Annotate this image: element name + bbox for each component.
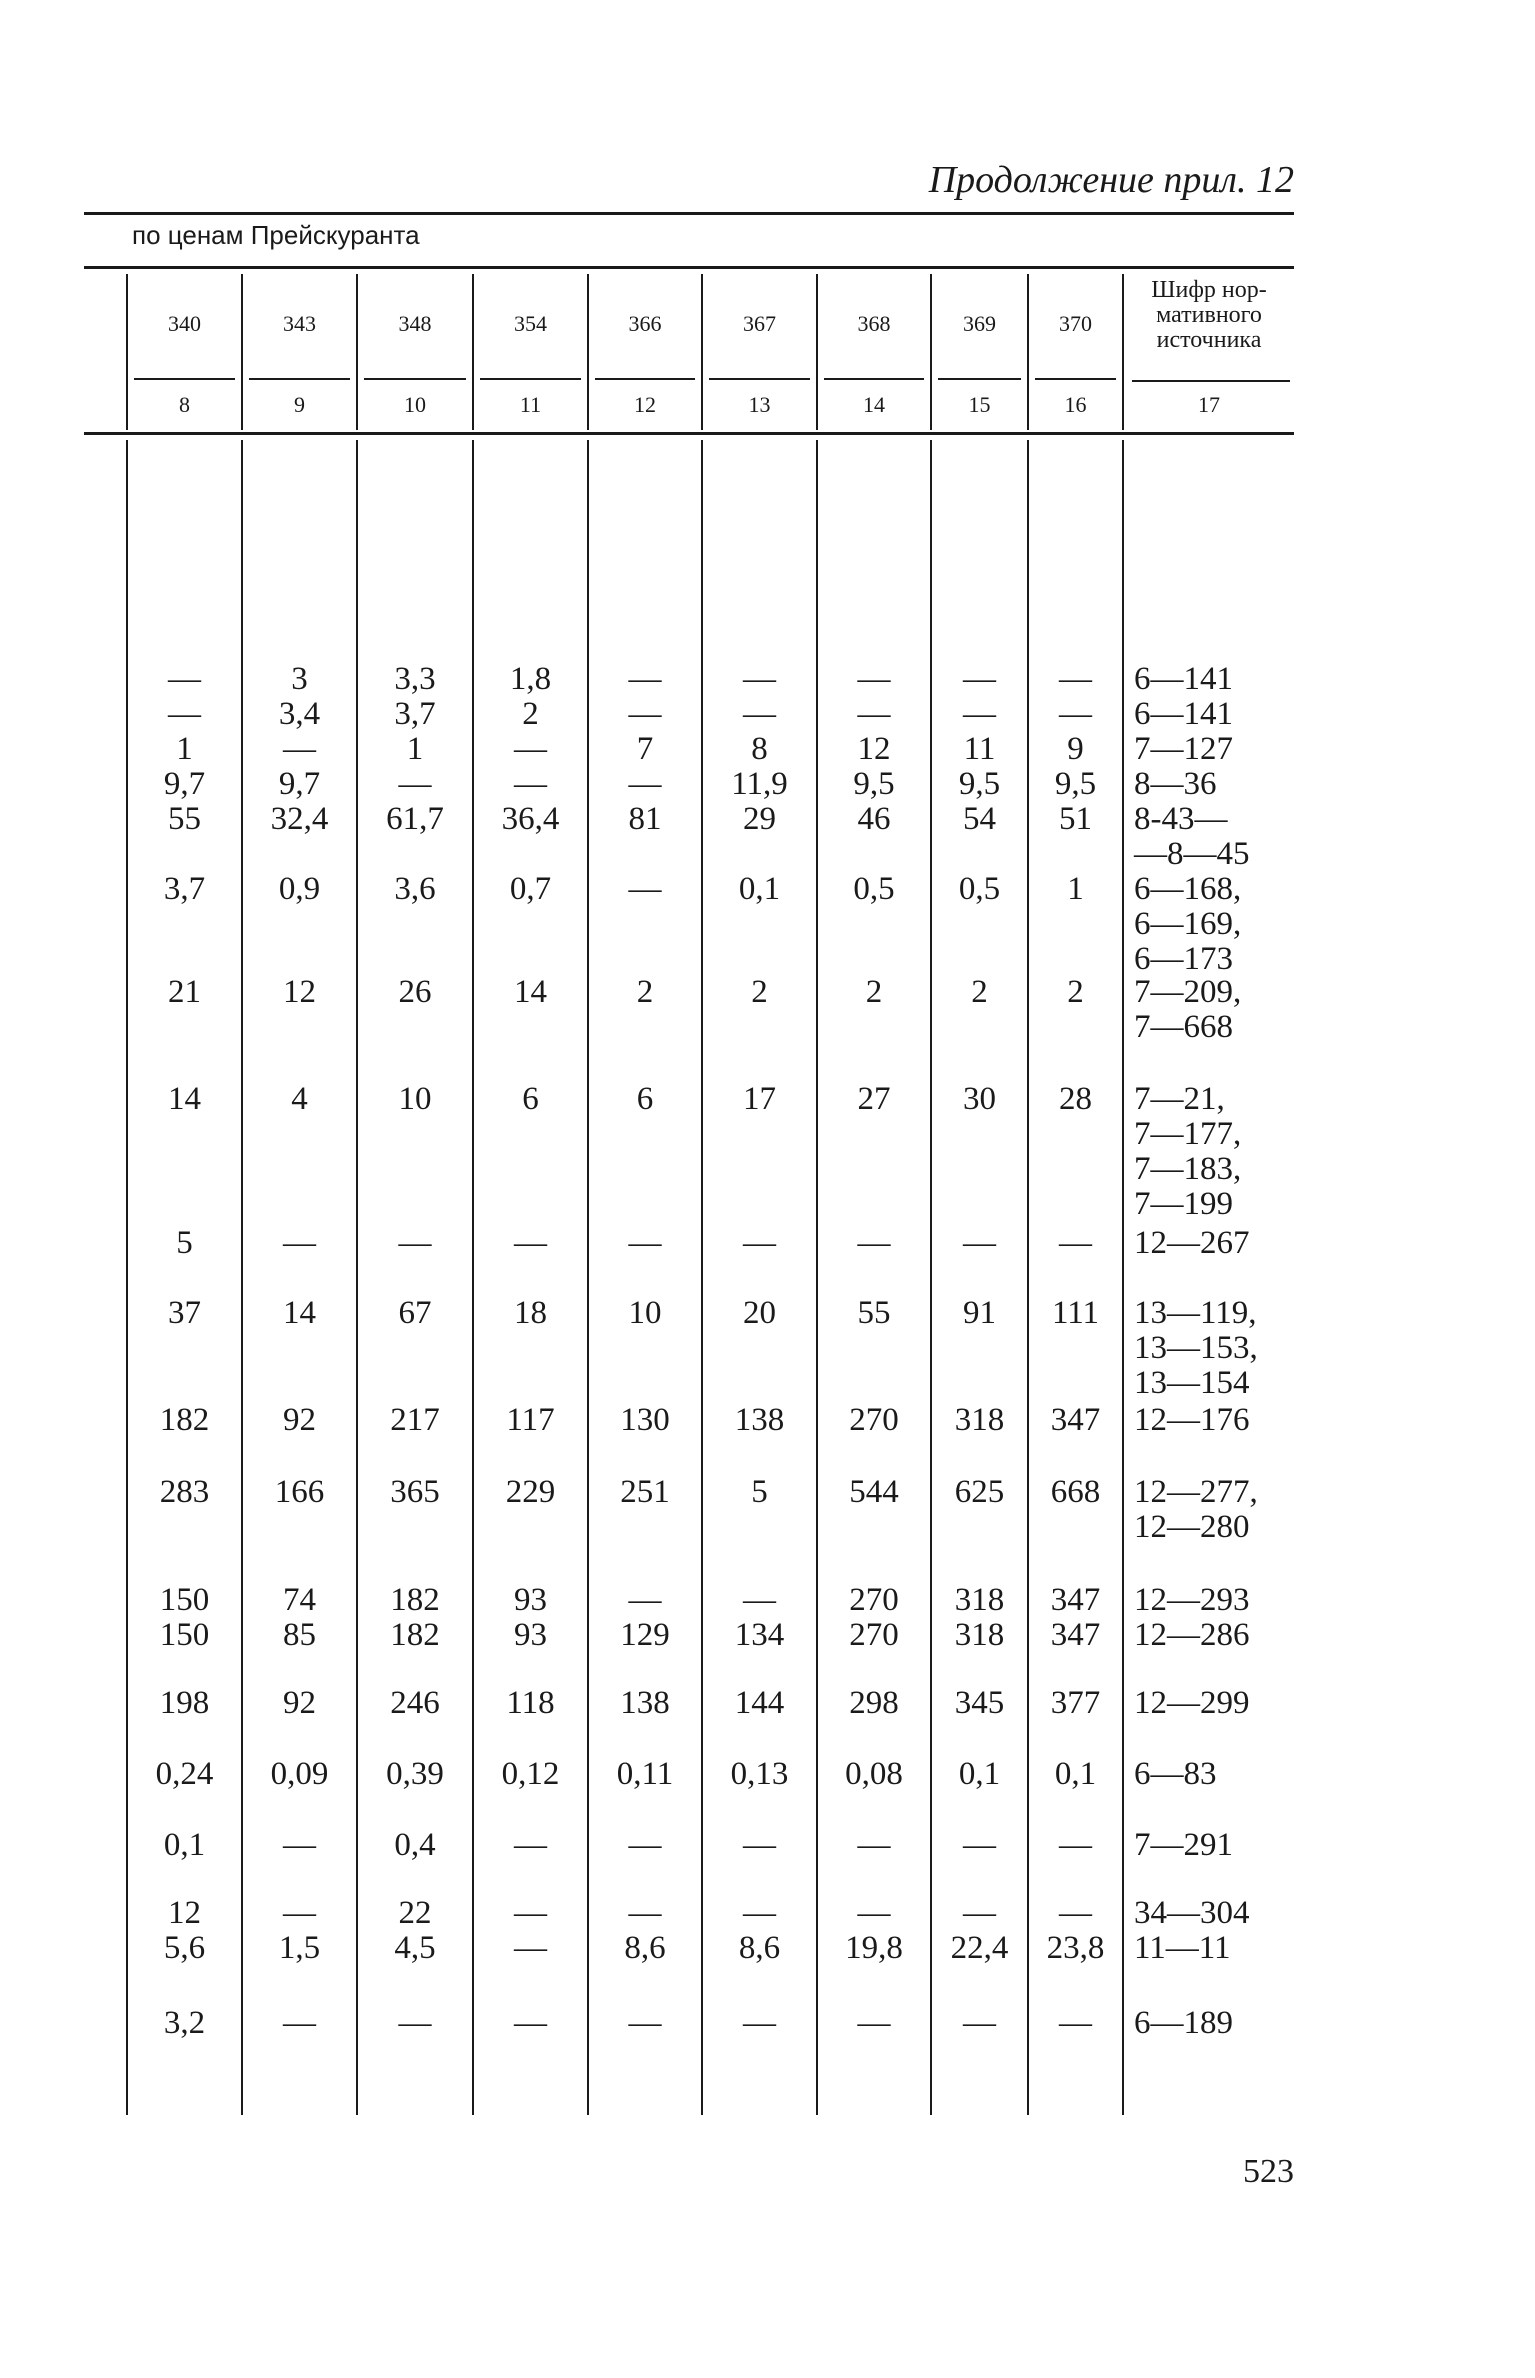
page-number: 523 [1243, 2153, 1294, 2190]
table-cell: — [514, 1225, 547, 1261]
table-cell: 0,1 [958, 1756, 1001, 1792]
table-cell: — [514, 1827, 547, 1863]
table-cell: 0,24 [155, 1756, 214, 1792]
source-code: 7—21, 7—177, 7—183, 7—199 [1134, 1081, 1242, 1222]
column-price-code: 369 [963, 311, 996, 336]
table-cell: 2 [636, 974, 654, 1010]
table-cell: 3,3 3,7 1 — 61,7 [386, 661, 444, 837]
source-header: Шифр нор- мативного источника [1151, 277, 1267, 353]
table-cell: — — 9 9,5 51 [1054, 661, 1097, 837]
table-cell: — [398, 2005, 432, 2041]
table-cell: 55 [857, 1295, 891, 1331]
column-rule [356, 274, 358, 430]
table-cell: 12 5,6 [163, 1895, 206, 1966]
table-cell: 2 [971, 974, 988, 1010]
table-cell: 92 [283, 1685, 316, 1721]
source-code: 6—189 [1134, 2005, 1233, 2041]
table-cell: 1 [1067, 871, 1084, 907]
column-rule [1122, 274, 1124, 430]
table-cell: 27 [857, 1081, 891, 1117]
source-code: 7—291 [1134, 1827, 1233, 1863]
table-cell: 377 [1050, 1685, 1101, 1721]
table-cell: 0,4 [394, 1827, 436, 1863]
table-cell: 118 [506, 1685, 555, 1721]
table-cell: 283 [159, 1474, 210, 1510]
table-cell: — [857, 1827, 891, 1863]
table-cell: 37 [168, 1295, 201, 1331]
table-cell: 17 [743, 1081, 776, 1117]
table-cell: 625 [954, 1474, 1005, 1510]
header-subrule [595, 378, 695, 380]
table-cell: 92 [283, 1402, 316, 1438]
source-code: 12—267 [1134, 1225, 1250, 1261]
table-cell: 318 318 [954, 1582, 1005, 1653]
table-cell: 74 85 [283, 1582, 316, 1653]
table-cell: 111 [1051, 1295, 1100, 1331]
table-cell: 18 [514, 1295, 547, 1331]
table-cell: — 8,6 [624, 1895, 666, 1966]
column-rule [701, 440, 703, 2115]
column-rule [356, 440, 358, 2115]
column-number: 9 [294, 392, 305, 417]
table-cell: 270 270 [849, 1582, 899, 1653]
table-cell: — — 8 11,9 29 [731, 661, 788, 837]
column-rule [587, 274, 589, 430]
table-cell: 138 [620, 1685, 670, 1721]
table-cell: 26 [398, 974, 432, 1010]
table-cell: — [963, 1827, 996, 1863]
column-rule [241, 274, 243, 430]
table-cell: 182 [159, 1402, 210, 1438]
table-cell: 668 [1050, 1474, 1101, 1510]
table-cell: 229 [505, 1474, 556, 1510]
table-cell: 0,1 [163, 1827, 206, 1863]
table-cell: 0,11 [616, 1756, 674, 1792]
table-cell: 10 [398, 1081, 432, 1117]
table-cell: 4 [291, 1081, 308, 1117]
column-rule [816, 440, 818, 2115]
table-cell: 138 [734, 1402, 785, 1438]
table-cell: 14 [168, 1081, 201, 1117]
column-rule [1027, 440, 1029, 2115]
table-cell: — [743, 2005, 776, 2041]
table-cell: — 22,4 [950, 1895, 1009, 1966]
table-cell: — [283, 1225, 316, 1261]
table-cell: — [1059, 1225, 1092, 1261]
table-cell: 150 150 [159, 1582, 210, 1653]
table-cell: 0,5 [853, 871, 895, 907]
table-cell: — — 7 — 81 [628, 661, 662, 837]
table-cell: — [963, 1225, 996, 1261]
table-cell: 270 [849, 1402, 899, 1438]
table-cell: 2 [865, 974, 883, 1010]
table-cell: — [398, 1225, 432, 1261]
header-subrule [938, 378, 1021, 380]
table-cell: 0,13 [730, 1756, 789, 1792]
column-price-code: 368 [857, 311, 891, 336]
table-cell: 318 [954, 1402, 1005, 1438]
source-column-number: 17 [1198, 392, 1220, 417]
column-price-code: 348 [398, 311, 432, 336]
column-number: 14 [863, 392, 885, 417]
source-code: 34—304 11—11 [1134, 1895, 1250, 1966]
column-price-code: 354 [514, 311, 547, 336]
column-rule [701, 274, 703, 430]
column-rule [1122, 440, 1124, 2115]
table-cell: 298 [849, 1685, 899, 1721]
table-cell: 0,9 [278, 871, 321, 907]
header-subrule [480, 378, 581, 380]
column-rule [1027, 274, 1029, 430]
source-code: 6—168, 6—169, 6—173 [1134, 871, 1242, 977]
table-cell: — [514, 2005, 547, 2041]
top-rule [84, 212, 1294, 215]
table-cell: 5 [176, 1225, 193, 1261]
column-rule [930, 440, 932, 2115]
column-rule [126, 440, 128, 2115]
table-cell: 3,6 [394, 871, 436, 907]
table-cell: — — 12 9,5 46 [853, 661, 895, 837]
table-cell: — [628, 1225, 662, 1261]
source-code: 12—277, 12—280 [1134, 1474, 1258, 1545]
table-cell: 144 [734, 1685, 785, 1721]
column-rule [587, 440, 589, 2115]
table-cell: 246 [390, 1685, 440, 1721]
source-code: 7—209, 7—668 [1134, 974, 1242, 1045]
table-cell: 20 [743, 1295, 776, 1331]
source-code: 6—141 6—141 7—127 8—36 8-43— —8—45 [1134, 661, 1250, 872]
column-rule [126, 274, 128, 430]
header-subrule [709, 378, 810, 380]
table-cell: 117 [506, 1402, 555, 1438]
table-cell: — 134 [734, 1582, 785, 1653]
header-subrule [134, 378, 235, 380]
header-subrule [824, 378, 924, 380]
table-cell: 0,1 [738, 871, 781, 907]
table-cell: 0,08 [845, 1756, 903, 1792]
table-cell: 1,8 2 — — 36,4 [501, 661, 560, 837]
table-cell: — 19,8 [845, 1895, 903, 1966]
column-rule [816, 274, 818, 430]
source-code: 6—83 [1134, 1756, 1217, 1792]
table-cell: 0,1 [1054, 1756, 1097, 1792]
column-price-code: 370 [1059, 311, 1092, 336]
table-cell: — [628, 2005, 662, 2041]
column-number: 11 [519, 392, 542, 417]
table-cell: — [283, 1827, 316, 1863]
table-cell: 166 [274, 1474, 325, 1510]
table-cell: — [283, 2005, 316, 2041]
column-number: 10 [404, 392, 426, 417]
table-cell: 0,09 [270, 1756, 329, 1792]
table-cell: — [743, 1225, 776, 1261]
table-cell: — — 1 9,7 55 [163, 661, 206, 837]
table-cell: 14 [283, 1295, 316, 1331]
table-cell: — [857, 1225, 891, 1261]
table-cell: — [628, 1827, 662, 1863]
table-cell: 217 [390, 1402, 440, 1438]
table-cell: 10 [628, 1295, 662, 1331]
column-rule [472, 440, 474, 2115]
table-cell: 3,7 [163, 871, 206, 907]
table-cell: 198 [159, 1685, 210, 1721]
table-cell: 14 [514, 974, 547, 1010]
table-cell: — — [514, 1895, 547, 1966]
table-cell: 345 [954, 1685, 1005, 1721]
table-cell: — 23,8 [1046, 1895, 1105, 1966]
header-subrule [1035, 378, 1116, 380]
table-cell: 3 3,4 — 9,7 32,4 [270, 661, 329, 837]
table-cell: 365 [390, 1474, 440, 1510]
column-price-code: 366 [628, 311, 662, 336]
table-cell: 6 [522, 1081, 539, 1117]
table-cell: — [857, 2005, 891, 2041]
column-price-code: 340 [168, 311, 201, 336]
header-top-rule [84, 266, 1294, 269]
table-cell: 21 [168, 974, 201, 1010]
column-price-code: 367 [743, 311, 776, 336]
column-rule [241, 440, 243, 2115]
source-code: 12—299 [1134, 1685, 1250, 1721]
column-rule [472, 274, 474, 430]
table-cell: 2 [1067, 974, 1084, 1010]
table-cell: — 8,6 [738, 1895, 781, 1966]
table-cell: 182 182 [390, 1582, 440, 1653]
table-cell: — — 11 9,5 54 [958, 661, 1001, 837]
table-cell: 130 [620, 1402, 670, 1438]
table-cell: 251 [620, 1474, 670, 1510]
source-code: 12—176 [1134, 1402, 1250, 1438]
column-number: 16 [1064, 392, 1087, 417]
table-cell: 5 [751, 1474, 768, 1510]
table-cell: 0,5 [958, 871, 1001, 907]
running-title: Продолжение прил. 12 [928, 159, 1294, 201]
table-cell: 347 [1050, 1402, 1101, 1438]
table-cell: — [743, 1827, 776, 1863]
table-cell: 2 [751, 974, 768, 1010]
table-cell: — [1059, 1827, 1092, 1863]
table-cell: 544 [849, 1474, 899, 1510]
table-cell: 347 347 [1050, 1582, 1101, 1653]
column-number: 13 [748, 392, 771, 417]
table-cell: 0,39 [386, 1756, 444, 1792]
table-cell: 67 [398, 1295, 432, 1331]
source-code: 13—119, 13—153, 13—154 [1134, 1295, 1258, 1401]
column-rule [930, 274, 932, 430]
header-subrule [249, 378, 350, 380]
price-caption: по ценам Прейскуранта [132, 220, 420, 250]
table-cell: — [1059, 2005, 1092, 2041]
table-cell: — 129 [620, 1582, 670, 1653]
table-cell: 22 4,5 [394, 1895, 436, 1966]
table-cell: 93 93 [514, 1582, 547, 1653]
header-subrule [364, 378, 466, 380]
table-cell: 3,2 [163, 2005, 206, 2041]
source-code: 12—293 12—286 [1134, 1582, 1250, 1653]
header-bottom-rule [84, 432, 1294, 435]
table-cell: 28 [1059, 1081, 1092, 1117]
column-number: 8 [179, 392, 190, 417]
table-cell: 30 [963, 1081, 996, 1117]
table-cell: 0,12 [501, 1756, 560, 1792]
table-cell: — 1,5 [278, 1895, 321, 1966]
table-cell: 91 [963, 1295, 996, 1331]
table-cell: — [963, 2005, 996, 2041]
table-cell: 0,7 [509, 871, 552, 907]
header-subrule [1132, 380, 1290, 382]
column-price-code: 343 [283, 311, 316, 336]
table-cell: 6 [636, 1081, 654, 1117]
table-cell: 12 [283, 974, 316, 1010]
column-number: 12 [634, 392, 656, 417]
column-number: 15 [968, 392, 991, 417]
table-cell: — [628, 871, 662, 907]
